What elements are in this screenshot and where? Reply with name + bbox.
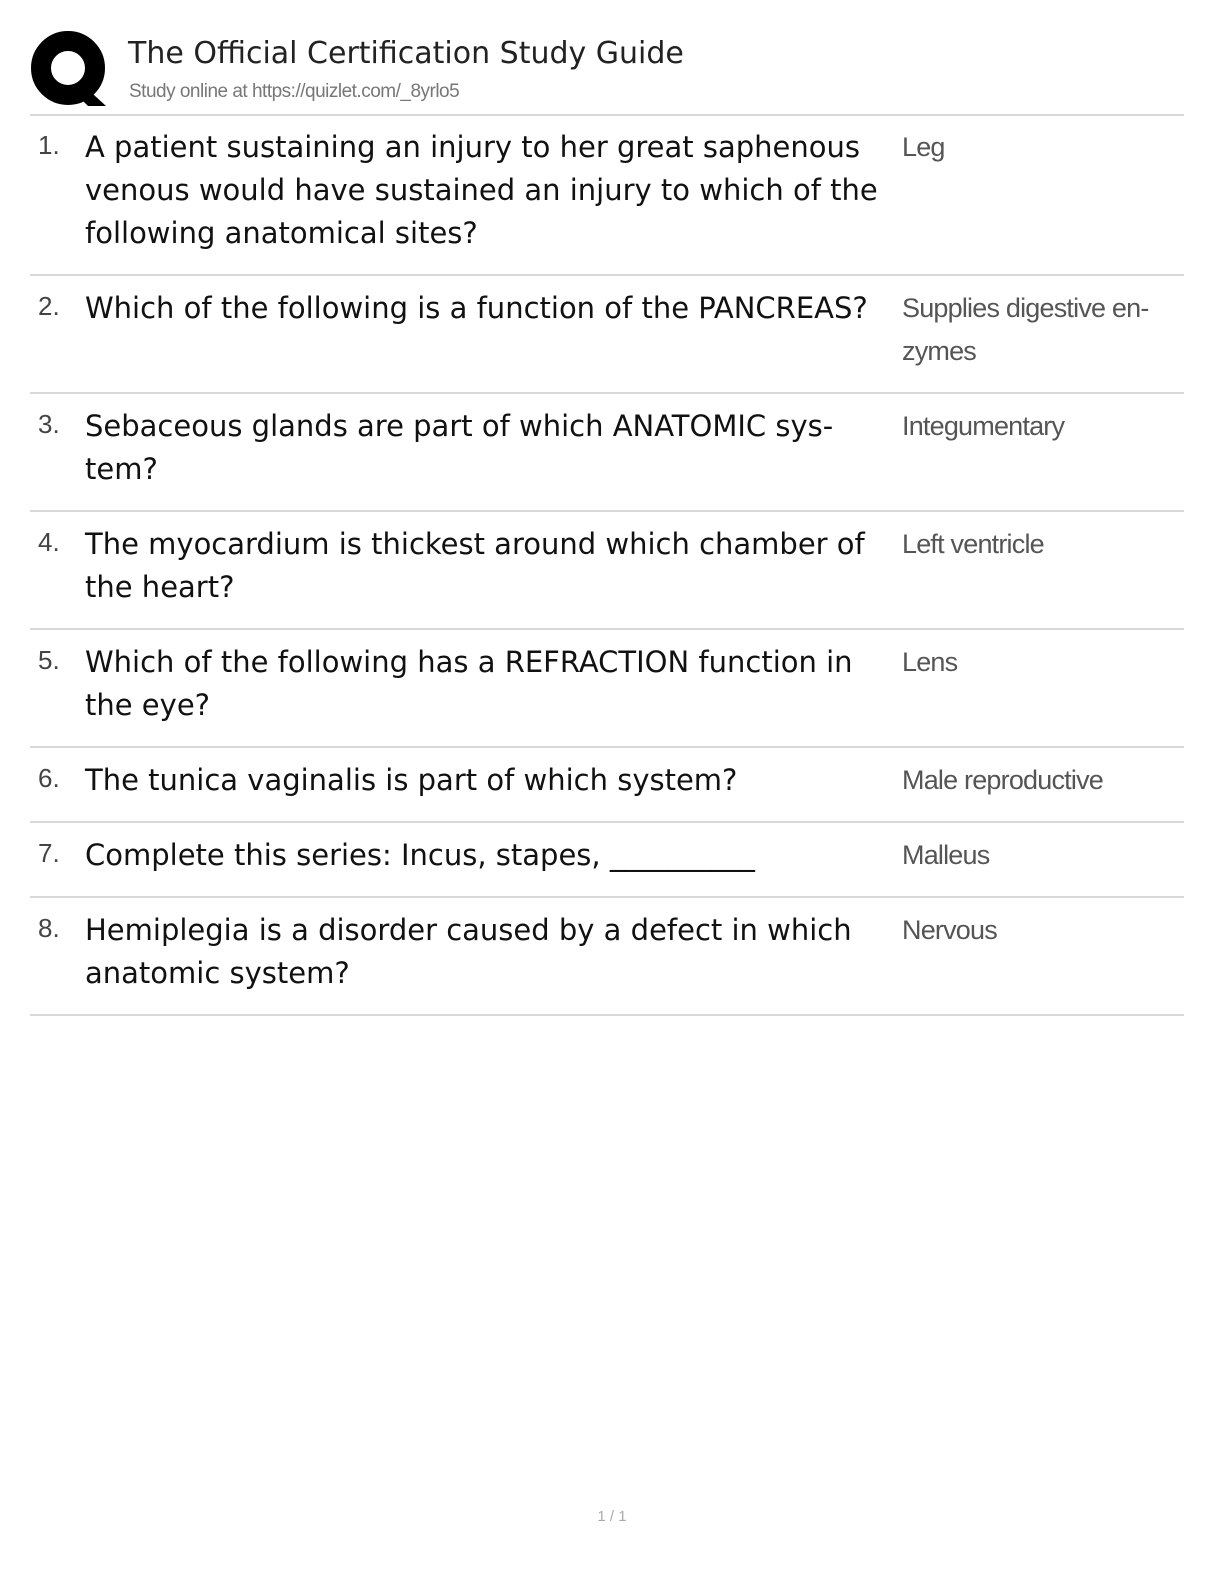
flashcard-row	[30, 630, 1184, 748]
card-term: Which of the following has a REFRACTION function in the eye?	[85, 645, 853, 722]
flashcard-row	[30, 823, 1184, 898]
study-online-link[interactable]: Study online at https://quizlet.com/_8yrlo5	[129, 81, 460, 102]
flashcard-list	[30, 116, 1184, 1016]
card-number: 6.	[38, 763, 60, 793]
card-definition: Lens	[902, 647, 958, 677]
card-definition: Leg	[902, 132, 945, 162]
card-term: Hemiplegia is a disorder caused by a defect in which anatomic system?	[85, 913, 852, 990]
page-indicator: 1 / 1	[597, 1508, 627, 1525]
page-header	[30, 28, 1184, 116]
card-number: 3.	[38, 409, 60, 439]
card-definition: Malleus	[902, 840, 990, 870]
card-definition: Integumentary	[902, 411, 1065, 441]
card-term: A patient sustaining an injury to her great saphenous venous would have sustained an injury to which of the following anatomical sites?	[85, 130, 878, 250]
flashcard-row	[30, 512, 1184, 630]
flashcard-row	[30, 898, 1184, 1016]
page-title: The Official Certification Study Guide	[128, 36, 684, 71]
card-number: 2.	[38, 291, 60, 321]
quizlet-logo-icon	[30, 30, 110, 110]
card-number: 4.	[38, 527, 60, 557]
card-number: 5.	[38, 645, 60, 675]
flashcard-row	[30, 116, 1184, 276]
card-number: 8.	[38, 913, 60, 943]
flashcard-row	[30, 394, 1184, 512]
flashcard-row	[30, 276, 1184, 394]
card-definition: Supplies digestive en-zymes	[902, 293, 1149, 366]
card-term: The myocardium is thickest around which chamber of the heart?	[85, 527, 865, 604]
card-definition: Left ventricle	[902, 529, 1044, 559]
card-number: 7.	[38, 838, 60, 868]
card-term: Complete this series: Incus, stapes, __________	[85, 838, 755, 872]
card-term: The tunica vaginalis is part of which system?	[85, 763, 738, 797]
card-term: Sebaceous glands are part of which ANATOMIC sys-tem?	[85, 409, 834, 486]
card-term: Which of the following is a function of the PANCREAS?	[85, 291, 868, 325]
flashcard-row	[30, 748, 1184, 823]
card-definition: Male reproductive	[902, 765, 1104, 795]
card-definition: Nervous	[902, 915, 997, 945]
card-number: 1.	[38, 130, 60, 160]
